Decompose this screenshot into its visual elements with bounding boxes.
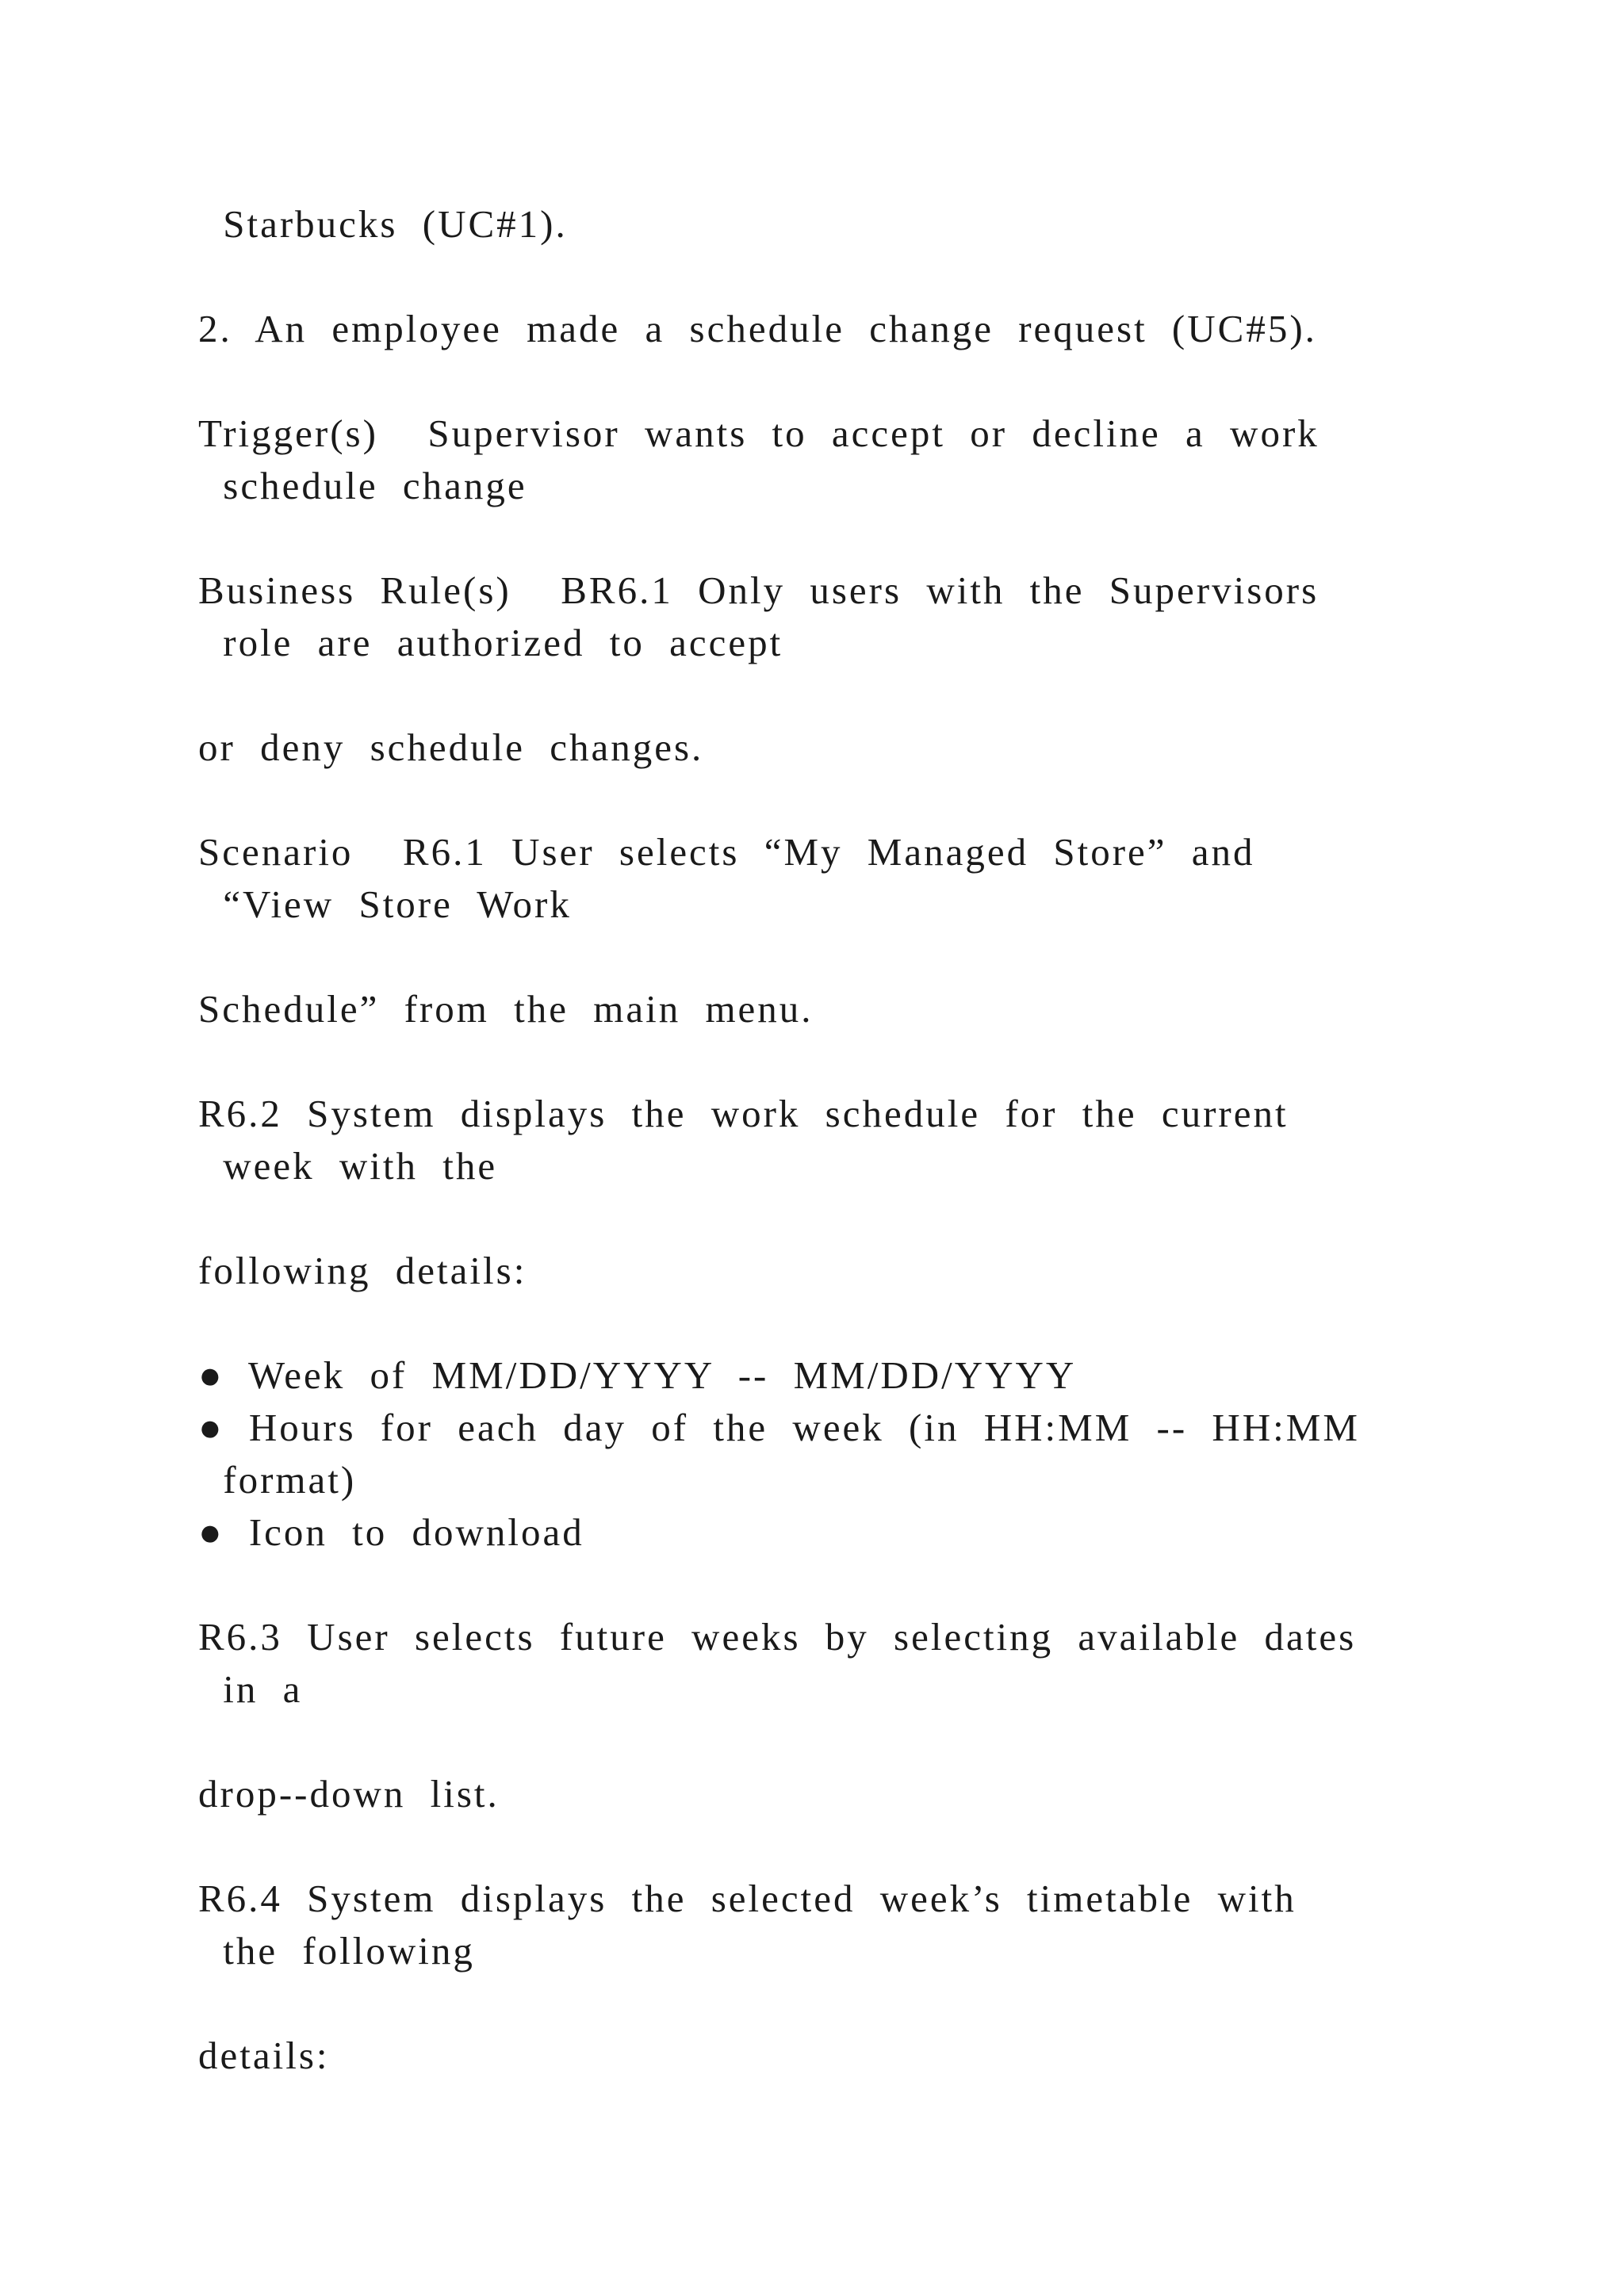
list-item-hours: ● Hours for each day of the week (in HH:MM -- HH:MM (198, 1406, 1360, 1449)
text-line-r62-cont: week with the (198, 1144, 498, 1188)
text-line-r64-end: details: (198, 2034, 330, 2077)
list-item-hours-cont: format) (198, 1458, 357, 1502)
text-line-r64: R6.4 System displays the selected week’s timetable with (198, 1877, 1297, 1920)
text-line-r62-end: following details: (198, 1249, 527, 1292)
text-line-r63: R6.3 User selects future weeks by selecting available dates (198, 1615, 1357, 1659)
text-line-r62: R6.2 System displays the work schedule for the current (198, 1092, 1289, 1135)
text-line-r63-end: drop--down list. (198, 1772, 500, 1816)
text-line-precondition-2: 2. An employee made a schedule change request (UC#5). (198, 307, 1317, 350)
text-line-trigger-cont: schedule change (198, 464, 527, 507)
text-line-business-rule: Business Rule(s) BR6.1 Only users with the Supervisors (198, 568, 1320, 612)
list-item-week-of: ● Week of MM/DD/YYYY -- MM/DD/YYYY (198, 1353, 1077, 1397)
text-line-scenario-r61-cont: “View Store Work (198, 882, 572, 926)
text-line-scenario-r61-end: Schedule” from the main menu. (198, 987, 814, 1031)
text-line-scenario-r61: Scenario R6.1 User selects “My Managed Store” and (198, 830, 1255, 874)
text-line-starbucks-uc1: Starbucks (UC#1). (198, 202, 568, 246)
text-line-trigger: Trigger(s) Supervisor wants to accept or decline a work (198, 411, 1320, 455)
text-line-business-rule-end: or deny schedule changes. (198, 725, 704, 769)
text-line-r64-cont: the following (198, 1929, 475, 1973)
text-line-business-rule-cont: role are authorized to accept (198, 621, 783, 664)
list-item-icon-download: ● Icon to download (198, 1510, 584, 1554)
text-line-r63-cont: in a (198, 1667, 303, 1711)
